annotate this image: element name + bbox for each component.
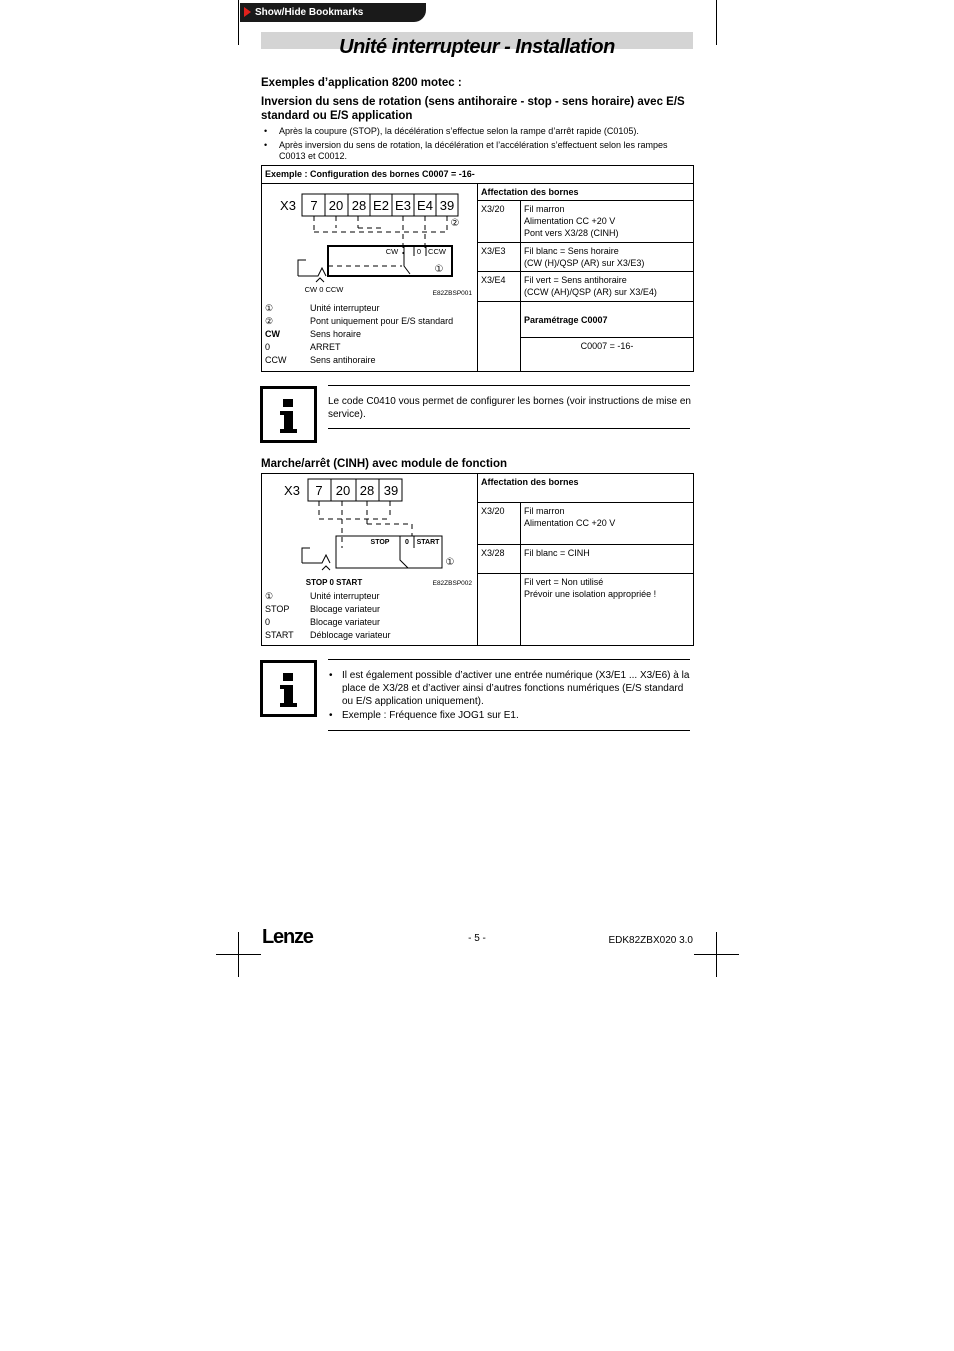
terminal-label: E4: [417, 198, 433, 213]
page-title: Unité interrupteur - Installation: [339, 36, 615, 58]
assign-cell: [521, 201, 694, 243]
terminal-label: 7: [315, 483, 323, 498]
figure-code: E82ZBSP001: [432, 290, 472, 297]
assign-line: Pont vers X3/28 (CINH): [524, 228, 619, 238]
legend-row: [265, 341, 453, 354]
legend-text: Blocage variateur: [310, 617, 381, 627]
info-note: [260, 659, 692, 733]
switch-label: 0: [405, 539, 409, 546]
crop-mark: [238, 0, 239, 45]
show-hide-bookmarks-button[interactable]: [240, 3, 426, 22]
terminal-cell: X3/E3: [478, 243, 521, 272]
bullet-item: • Après la coupure (STOP), la décélération s’effectue selon la rampe d’arrêt rapide (C0105).: [261, 126, 693, 137]
play-arrow-icon: [244, 7, 251, 17]
bullet-item: • Il est également possible d’activer une entrée numérique (X3/E1 ... X3/E6) à la place de X3/28 et d’activer ainsi d’autres fonctions numériques (E/S standard ou E/S application uniquement).: [328, 669, 692, 708]
legend-key: STOP: [265, 604, 290, 614]
legend-row: [265, 616, 391, 629]
figure-table-1: [261, 165, 694, 372]
lenze-logo: Lenze: [262, 926, 313, 948]
rule: [328, 659, 690, 660]
info-icon: [260, 660, 317, 717]
switch-label: 0: [416, 247, 422, 256]
section-heading: Marche/arrêt (CINH) avec module de fonction: [261, 458, 508, 470]
assign-line: Fil blanc = CINH: [524, 548, 590, 558]
legend-row: [265, 302, 453, 315]
terminal-label: E2: [373, 198, 389, 213]
legend-row: [265, 603, 391, 616]
assign-line: Fil blanc = Sens horaire: [524, 246, 619, 256]
assign-cell: [521, 272, 694, 302]
connector-label: X3: [280, 198, 296, 213]
crop-mark: [716, 0, 717, 45]
info-icon: [260, 386, 317, 443]
empty-cell: [478, 302, 521, 372]
terminal-cell: [478, 574, 521, 646]
legend-key: ①: [265, 591, 274, 601]
terminal-cell: X3/20: [478, 201, 521, 243]
assign-line: Fil vert = Non utilisé: [524, 577, 604, 587]
section-heading: Exemples d’application 8200 motec :: [261, 77, 462, 89]
assign-line: Prévoir une isolation appropriée !: [524, 589, 657, 599]
info-note: [260, 385, 692, 445]
terminal-label: 20: [335, 483, 351, 498]
legend-key: ②: [265, 316, 274, 326]
legend-text: Pont uniquement pour E/S standard: [310, 316, 454, 326]
assign-cell: [521, 503, 694, 545]
terminal-label: 39: [439, 198, 455, 213]
subheading: standard ou E/S application: [261, 110, 413, 122]
param-header: Paramétrage C0007: [521, 302, 694, 338]
legend-key: 0: [265, 342, 271, 352]
assign-cell: [521, 574, 694, 646]
legend-key: CCW: [265, 355, 287, 365]
subheading: Inversion du sens de rotation (sens antihoraire - stop - sens horaire) avec E/S: [261, 96, 685, 108]
assign-line: Fil marron: [524, 506, 565, 516]
note-text: Le code C0410 vous permet de configurer les bornes (voir instructions de mise en service).: [328, 396, 691, 420]
legend: [265, 590, 391, 642]
legend-text: Blocage variateur: [310, 604, 381, 614]
bullet-list: [261, 126, 693, 165]
legend-text: Sens antihoraire: [310, 355, 376, 365]
legend-text: ARRET: [310, 342, 341, 352]
assign-line: (CW (H)/QSP (AR) sur X3/E3): [524, 258, 645, 268]
legend-row: [265, 629, 391, 642]
legend-row: [265, 328, 453, 341]
assign-cell: [521, 243, 694, 272]
legend-row: [265, 354, 453, 367]
legend-text: Unité interrupteur: [310, 303, 380, 313]
note-text: [328, 669, 692, 722]
legend-text: Unité interrupteur: [310, 591, 380, 601]
switch-label: START: [416, 539, 440, 546]
marker-1: ①: [445, 557, 455, 568]
bookmark-label: Show/Hide Bookmarks: [255, 7, 364, 18]
table-caption: Exemple : Configuration des bornes C0007 = -16-: [262, 166, 694, 184]
marker-2: ②: [450, 218, 460, 229]
terminal-label: 7: [310, 198, 318, 213]
legend-text: Sens horaire: [310, 329, 362, 339]
terminal-label: 28: [359, 483, 375, 498]
legend-text: Déblocage variateur: [310, 630, 391, 640]
legend-key: START: [265, 630, 294, 640]
assign-header: Affectation des bornes: [478, 474, 694, 503]
switch-label: CW: [385, 247, 399, 256]
bullet-item: • Après inversion du sens de rotation, la décélération et l’accélération s’effectuent selon les rampes C0013 et C0012.: [261, 140, 693, 162]
legend-row: [265, 590, 391, 603]
legend: [265, 302, 453, 367]
rule: [328, 385, 690, 386]
diagram-cell: [262, 184, 478, 372]
assign-cell: [521, 545, 694, 574]
terminal-cell: X3/20: [478, 503, 521, 545]
bullet-item: • Exemple : Fréquence fixe JOG1 sur E1.: [328, 709, 692, 722]
assign-line: Fil vert = Sens antihoraire: [524, 275, 627, 285]
document-reference: EDK82ZBX020 3.0: [608, 935, 693, 946]
terminal-label: 39: [383, 483, 399, 498]
param-value: C0007 = -16-: [521, 338, 694, 372]
marker-1: ①: [434, 264, 444, 275]
terminal-cell: X3/28: [478, 545, 521, 574]
terminal-label: E3: [395, 198, 411, 213]
knob-labels: CW 0 CCW: [304, 285, 344, 294]
legend-key: 0: [265, 617, 271, 627]
terminal-label: 28: [351, 198, 367, 213]
page-number: - 5 -: [468, 933, 486, 944]
connector-label: X3: [284, 483, 300, 498]
knob-labels: STOP 0 START: [305, 578, 363, 587]
assign-line: (CCW (AH)/QSP (AR) sur X3/E4): [524, 287, 657, 297]
assign-line: Fil marron: [524, 204, 565, 214]
figure-table-2: [261, 473, 694, 646]
diagram-cell: [262, 474, 478, 646]
assign-line: Alimentation CC +20 V: [524, 518, 616, 528]
legend-row: [265, 315, 453, 328]
switch-label: CCW: [428, 247, 446, 256]
crop-mark: [694, 954, 739, 955]
legend-key: CW: [265, 329, 280, 339]
crop-mark: [216, 954, 261, 955]
legend-key: ①: [265, 303, 274, 313]
rule: [328, 428, 690, 429]
terminal-label: 20: [328, 198, 344, 213]
rule: [328, 730, 690, 731]
assign-header: Affectation des bornes: [478, 184, 694, 201]
terminal-cell: X3/E4: [478, 272, 521, 302]
switch-label: STOP: [370, 539, 390, 546]
figure-code: E82ZBSP002: [432, 580, 472, 587]
assign-line: Alimentation CC +20 V: [524, 216, 616, 226]
